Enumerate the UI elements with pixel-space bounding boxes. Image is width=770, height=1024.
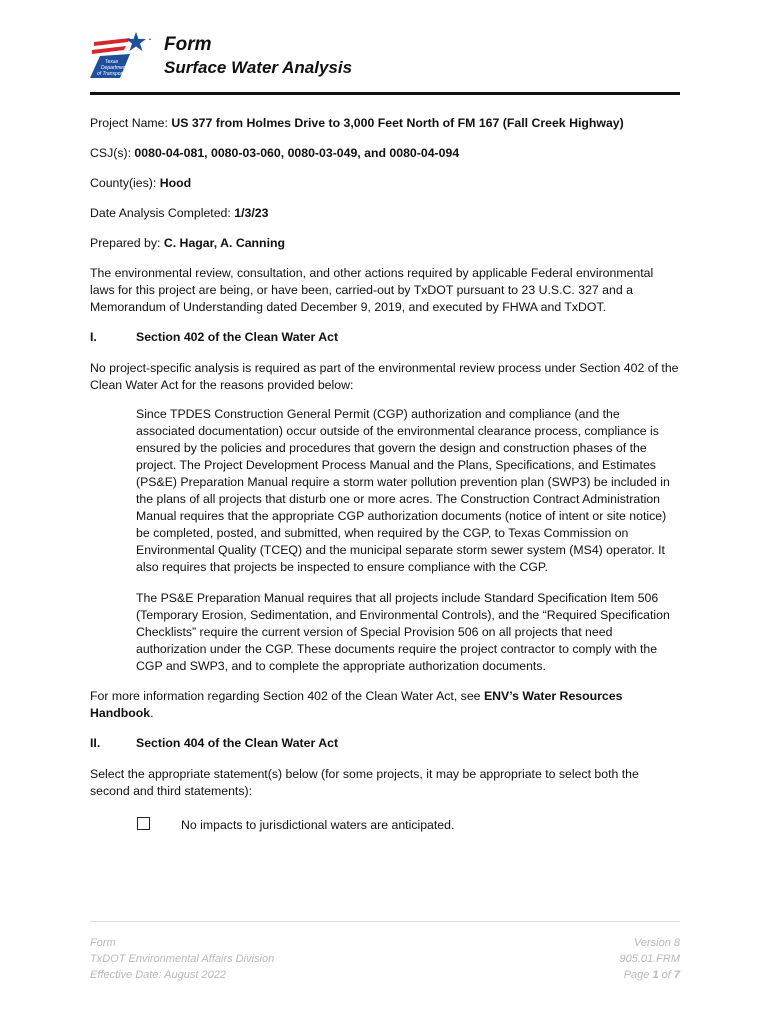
section-1-number: I.	[90, 330, 97, 344]
section-1-title: Section 402 of the Clean Water Act	[136, 330, 339, 344]
project-name-label: Project Name:	[90, 116, 168, 130]
section-1-body: No project-specific analysis is required as part of the environmental review process under Section 402 of the Clean Water Act for the reasons provided below:	[90, 361, 679, 392]
txdot-logo	[90, 30, 152, 78]
water-resources-handbook-link[interactable]: ENV’s Water Resources Handbook	[90, 689, 623, 720]
section-1-more-info	[90, 688, 680, 722]
county-value: Hood	[159, 176, 192, 190]
county-row	[90, 175, 680, 192]
section-2-title: Section 404 of the Clean Water Act	[136, 736, 339, 750]
county-label: County(ies):	[90, 176, 157, 190]
footer-division: TxDOT Environmental Affairs Division	[90, 953, 275, 965]
footer-left	[90, 935, 274, 983]
prepared-value: C. Hagar, A. Canning	[163, 236, 286, 250]
section-1-indent-1: Since TPDES Construction General Permit (CGP) authorization and compliance (and the associated documentation) occur outside of the environmental clearance process, compliance is ensured by the policies and procedures that govern the design and construction phases of the project. The Project Development Process Manual and the Plans, Specifications, and Estimates (PS&E) Preparation Manual require a storm water pollution prevention plan (SWP3) be included in the plans of all projects that disturb one or more acres. The Construction Contract Administration Manual requires that the appropriate CGP authorization documents (notice of intent or site notice) be completed, posted, and submitted, when required by the CGP, to Texas Commission on Environmental Quality (TCEQ) and the municipal separate storm sewer system (MS4) operator. It also requires that projects be inspected to ensure compliance with the CGP.	[136, 407, 670, 574]
project-name-value: US 377 from Holmes Drive to 3,000 Feet North of FM 167 (Fall Creek Highway)	[171, 116, 624, 130]
intro-paragraph: The environmental review, consultation, and other actions required by applicable Federal environmental laws for this project are being, or have been, carried-out by TxDOT pursuant to 23 U.S.C. 327 and a Memorandum of Understanding dated December 9, 2019, and executed by FHWA and TxDOT.	[90, 266, 654, 314]
svg-text:Department: Department	[101, 65, 128, 71]
svg-text:Texas: Texas	[105, 59, 119, 65]
more-info-text: For more information regarding Section 402 of the Clean Water Act, see	[90, 689, 484, 703]
footer-form-label: Form	[90, 937, 116, 949]
form-label: Form	[164, 34, 212, 55]
footer-form-number: 905.01.FRM	[619, 953, 680, 965]
footer-effective-date: Effective Date: August 2022	[90, 969, 226, 981]
prepared-row	[90, 235, 680, 252]
footer-version: Version 8	[633, 937, 680, 949]
more-info-suffix: .	[150, 706, 154, 720]
section-2-number: II.	[90, 736, 101, 750]
form-title: Surface Water Analysis	[164, 58, 353, 77]
prepared-label: Prepared by:	[90, 236, 161, 250]
section-1-indent-2: The PS&E Preparation Manual requires that all projects include Standard Specification Item 506 (Temporary Erosion, Sedimentation, and Environmental Controls), and the “Required Specification Checklists” require the current version of Special Provision 506 on all projects that need authorization under the CGP. These documents require the project contractor to comply with the CGP and SWP3, and to complete the appropriate authorization documents.	[136, 591, 670, 673]
date-label: Date Analysis Completed:	[90, 206, 231, 220]
footer-right	[619, 935, 680, 983]
date-row	[90, 205, 680, 222]
footer-divider	[90, 921, 680, 922]
no-impacts-label: No impacts to jurisdictional waters are anticipated.	[181, 818, 455, 832]
csj-label: CSJ(s):	[90, 146, 131, 160]
header-divider	[90, 92, 680, 95]
footer-page-number: Page 1 of 7	[623, 969, 680, 981]
no-impacts-checkbox[interactable]	[137, 817, 150, 830]
csj-row	[90, 145, 680, 162]
csj-value: 0080-04-081, 0080-03-060, 0080-03-049, and 0080-04-094	[134, 146, 460, 160]
section-2-body: Select the appropriate statement(s) below (for some projects, it may be appropriate to select both the second and third statements):	[90, 767, 639, 798]
project-name-row	[90, 115, 680, 132]
date-value: 1/3/23	[234, 206, 269, 220]
svg-text:of Transportation: of Transportation	[97, 71, 135, 77]
